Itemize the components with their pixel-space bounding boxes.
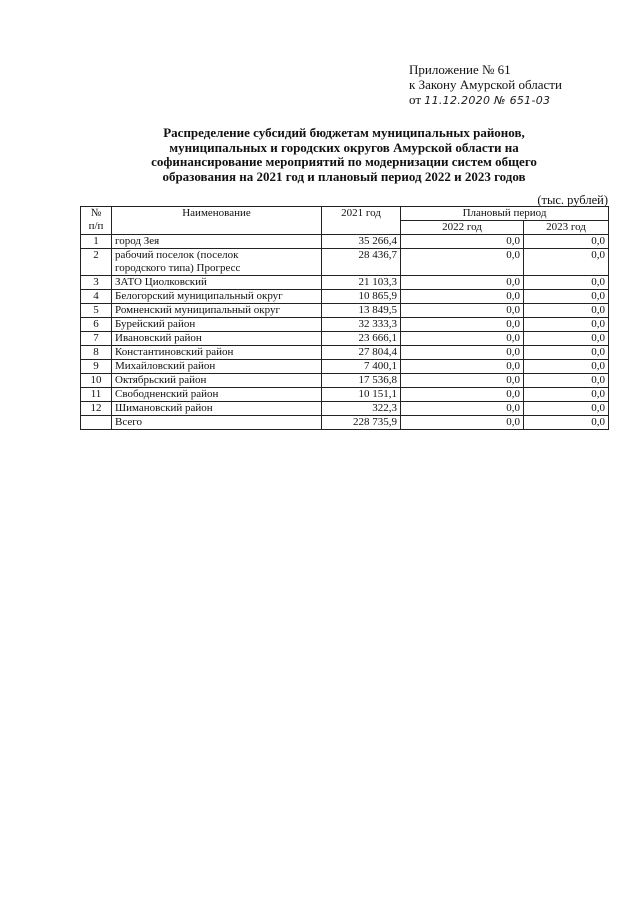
row-2021: 32 333,3	[322, 318, 401, 332]
row-name: ЗАТО Циолковский	[112, 276, 322, 290]
row-name: Шимановский район	[112, 402, 322, 416]
row-2022: 0,0	[401, 235, 524, 249]
row-2023: 0,0	[524, 388, 609, 402]
row-2023: 0,0	[524, 304, 609, 318]
row-2023: 0,0	[524, 346, 609, 360]
table-row	[81, 388, 609, 402]
header-row	[81, 207, 609, 221]
row-2021: 23 666,1	[322, 332, 401, 346]
row-number: 9	[81, 360, 112, 374]
row-name: Свободненский район	[112, 388, 322, 402]
title-line-1: Распределение субсидий бюджетам муниципальных районов,	[163, 125, 525, 140]
row-2022: 0,0	[401, 402, 524, 416]
appendix-date-prefix: от	[409, 92, 422, 107]
row-2023: 0,0	[524, 249, 609, 276]
table-row	[81, 304, 609, 318]
row-2022: 0,0	[401, 346, 524, 360]
table-row	[81, 374, 609, 388]
row-number: 6	[81, 318, 112, 332]
total-2023: 0,0	[524, 416, 609, 430]
table-row	[81, 276, 609, 290]
row-2022: 0,0	[401, 360, 524, 374]
table-row	[81, 318, 609, 332]
header-number	[81, 207, 112, 235]
row-2021: 17 536,8	[322, 374, 401, 388]
title-line-2: муниципальных и городских округов Амурской области на	[169, 139, 519, 155]
row-2022: 0,0	[401, 304, 524, 318]
row-name: Белогорский муниципальный округ	[112, 290, 322, 304]
row-2021: 35 266,4	[322, 235, 401, 249]
subsidies-table	[80, 206, 609, 430]
header-name: Наименование	[112, 207, 322, 235]
row-2021: 13 849,5	[322, 304, 401, 318]
row-2021: 21 103,3	[322, 276, 401, 290]
total-row	[81, 416, 609, 430]
total-2022: 0,0	[401, 416, 524, 430]
row-name-line-2: городского типа) Прогресс	[115, 262, 241, 274]
handwritten-date-number: 11.12.2020 № 651-03	[424, 94, 551, 107]
row-2021: 322,3	[322, 402, 401, 416]
row-2021: 27 804,4	[322, 346, 401, 360]
row-2021: 10 865,9	[322, 290, 401, 304]
row-name	[112, 249, 322, 276]
row-number: 7	[81, 332, 112, 346]
row-2021: 7 400,1	[322, 360, 401, 374]
header-planned-period: Плановый период	[401, 207, 609, 221]
row-2022: 0,0	[401, 332, 524, 346]
row-name: Константиновский район	[112, 346, 322, 360]
row-2022: 0,0	[401, 276, 524, 290]
header-2023: 2023 год	[524, 221, 609, 235]
row-2023: 0,0	[524, 360, 609, 374]
row-2023: 0,0	[524, 332, 609, 346]
row-2021: 10 151,1	[322, 388, 401, 402]
row-name: Октябрьский район	[112, 374, 322, 388]
row-name-line-1: рабочий поселок (поселок	[115, 249, 239, 261]
row-2023: 0,0	[524, 318, 609, 332]
row-number: 10	[81, 374, 112, 388]
row-number: 4	[81, 290, 112, 304]
row-2023: 0,0	[524, 235, 609, 249]
header-2021: 2021 год	[322, 207, 401, 235]
row-name: Бурейский район	[112, 318, 322, 332]
row-number: 1	[81, 235, 112, 249]
units-label: (тыс. рублей)	[537, 193, 608, 207]
row-2023: 0,0	[524, 276, 609, 290]
table-row	[81, 402, 609, 416]
row-2021: 28 436,7	[322, 249, 401, 276]
row-number: 11	[81, 388, 112, 402]
header-number-line-1: №	[90, 207, 102, 219]
header-2022: 2022 год	[401, 221, 524, 235]
total-number-cell	[81, 416, 112, 430]
row-2023: 0,0	[524, 290, 609, 304]
row-name: Ромненский муниципальный округ	[112, 304, 322, 318]
title-line-3: софинансирование мероприятий по модернизации систем общего	[151, 154, 537, 169]
appendix-number: Приложение № 61	[409, 62, 511, 77]
appendix-date-line	[409, 92, 634, 108]
appendix-reference	[409, 62, 634, 108]
table-row	[81, 249, 609, 276]
row-name: Ивановский район	[112, 332, 322, 346]
table-row	[81, 332, 609, 346]
appendix-law: к Закону Амурской области	[409, 77, 562, 92]
row-2022: 0,0	[401, 388, 524, 402]
document-title	[80, 126, 608, 184]
row-2022: 0,0	[401, 249, 524, 276]
total-2021: 228 735,9	[322, 416, 401, 430]
table-row	[81, 235, 609, 249]
total-name: Всего	[112, 416, 322, 430]
row-2023: 0,0	[524, 402, 609, 416]
row-number: 2	[81, 249, 112, 276]
table-row	[81, 360, 609, 374]
title-line-4: образования на 2021 год и плановый период 2022 и 2023 годов	[162, 168, 526, 184]
row-name: город Зея	[112, 235, 322, 249]
row-name: Михайловский район	[112, 360, 322, 374]
header-number-line-2: п/п	[88, 220, 104, 232]
row-number: 3	[81, 276, 112, 290]
row-number: 8	[81, 346, 112, 360]
row-2023: 0,0	[524, 374, 609, 388]
row-number: 12	[81, 402, 112, 416]
row-2022: 0,0	[401, 374, 524, 388]
row-2022: 0,0	[401, 290, 524, 304]
row-2022: 0,0	[401, 318, 524, 332]
row-number: 5	[81, 304, 112, 318]
table-row	[81, 290, 609, 304]
table-row	[81, 346, 609, 360]
